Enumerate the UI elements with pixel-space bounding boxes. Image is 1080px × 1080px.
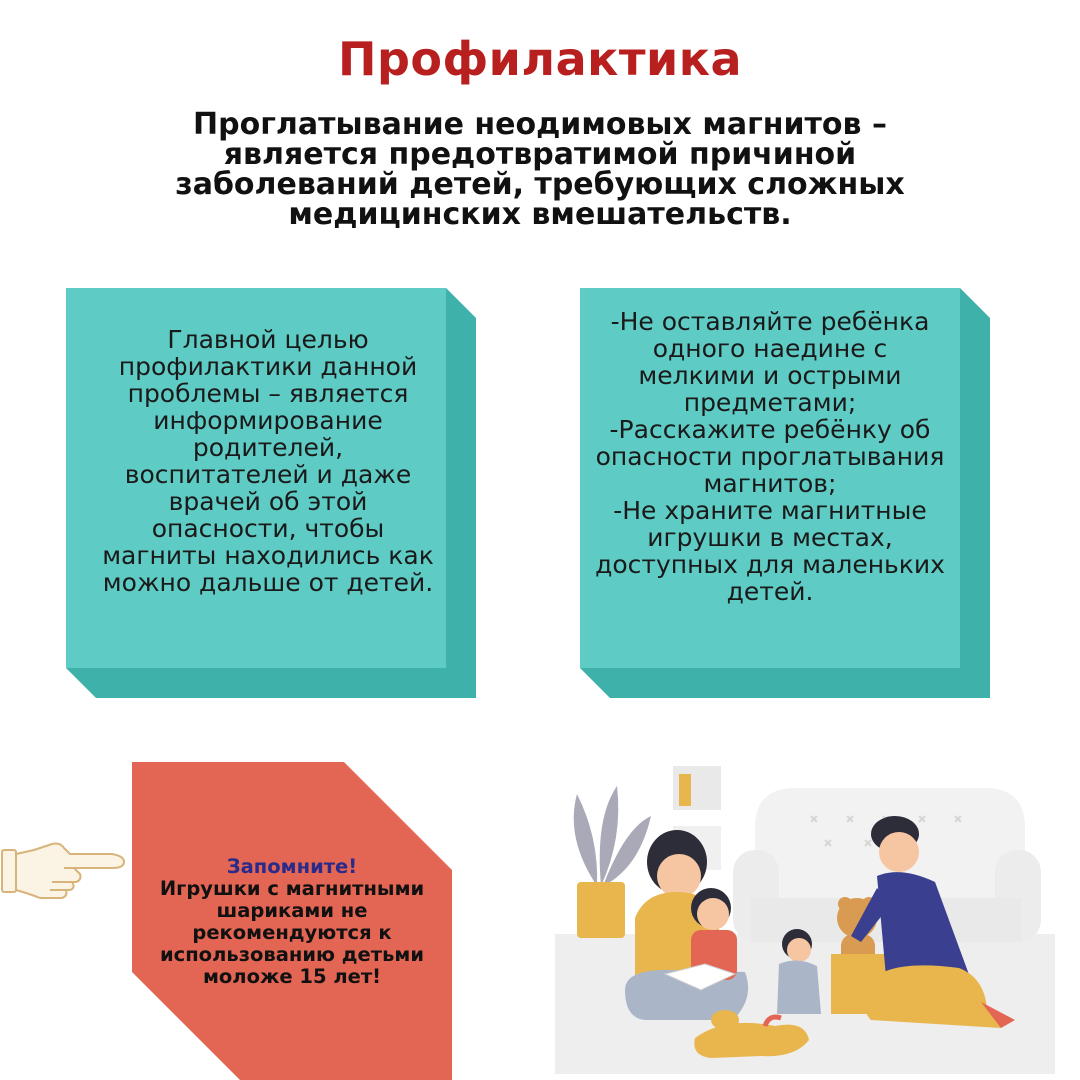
advice-item: -Расскажите ребёнку об опасности проглатывания магнитов; xyxy=(595,415,945,498)
info-box-left xyxy=(66,288,476,698)
pointing-hand-icon xyxy=(0,838,130,908)
advice-item: -Не оставляйте ребёнка одного наедине с мелкими и острыми предметами; xyxy=(610,307,930,417)
page-title: Профилактика xyxy=(337,32,742,86)
reminder-body: Игрушки с магнитными шариками не рекомендуются к использованию детьми моложе 15 лет! xyxy=(159,877,425,988)
info-box-right-list xyxy=(592,308,948,605)
page-subtitle: Проглатывание неодимовых магнитов – является предотвратимой причиной заболеваний детей, требующих сложных медицинских вмешательств. xyxy=(175,107,905,232)
info-box-left-text: Главной целью профилактики данной проблемы – является информирование родителей, воспитателей и даже врачей об этой опасности, чтобы магниты находились как можно дальше от детей. xyxy=(102,325,434,597)
advice-item: -Не храните магнитные игрушки в местах, доступных для маленьких детей. xyxy=(595,496,945,606)
reminder-heading: Запомните! xyxy=(226,855,358,878)
family-illustration xyxy=(555,758,1055,1080)
info-box-right xyxy=(580,288,990,698)
reminder-text xyxy=(132,856,452,988)
